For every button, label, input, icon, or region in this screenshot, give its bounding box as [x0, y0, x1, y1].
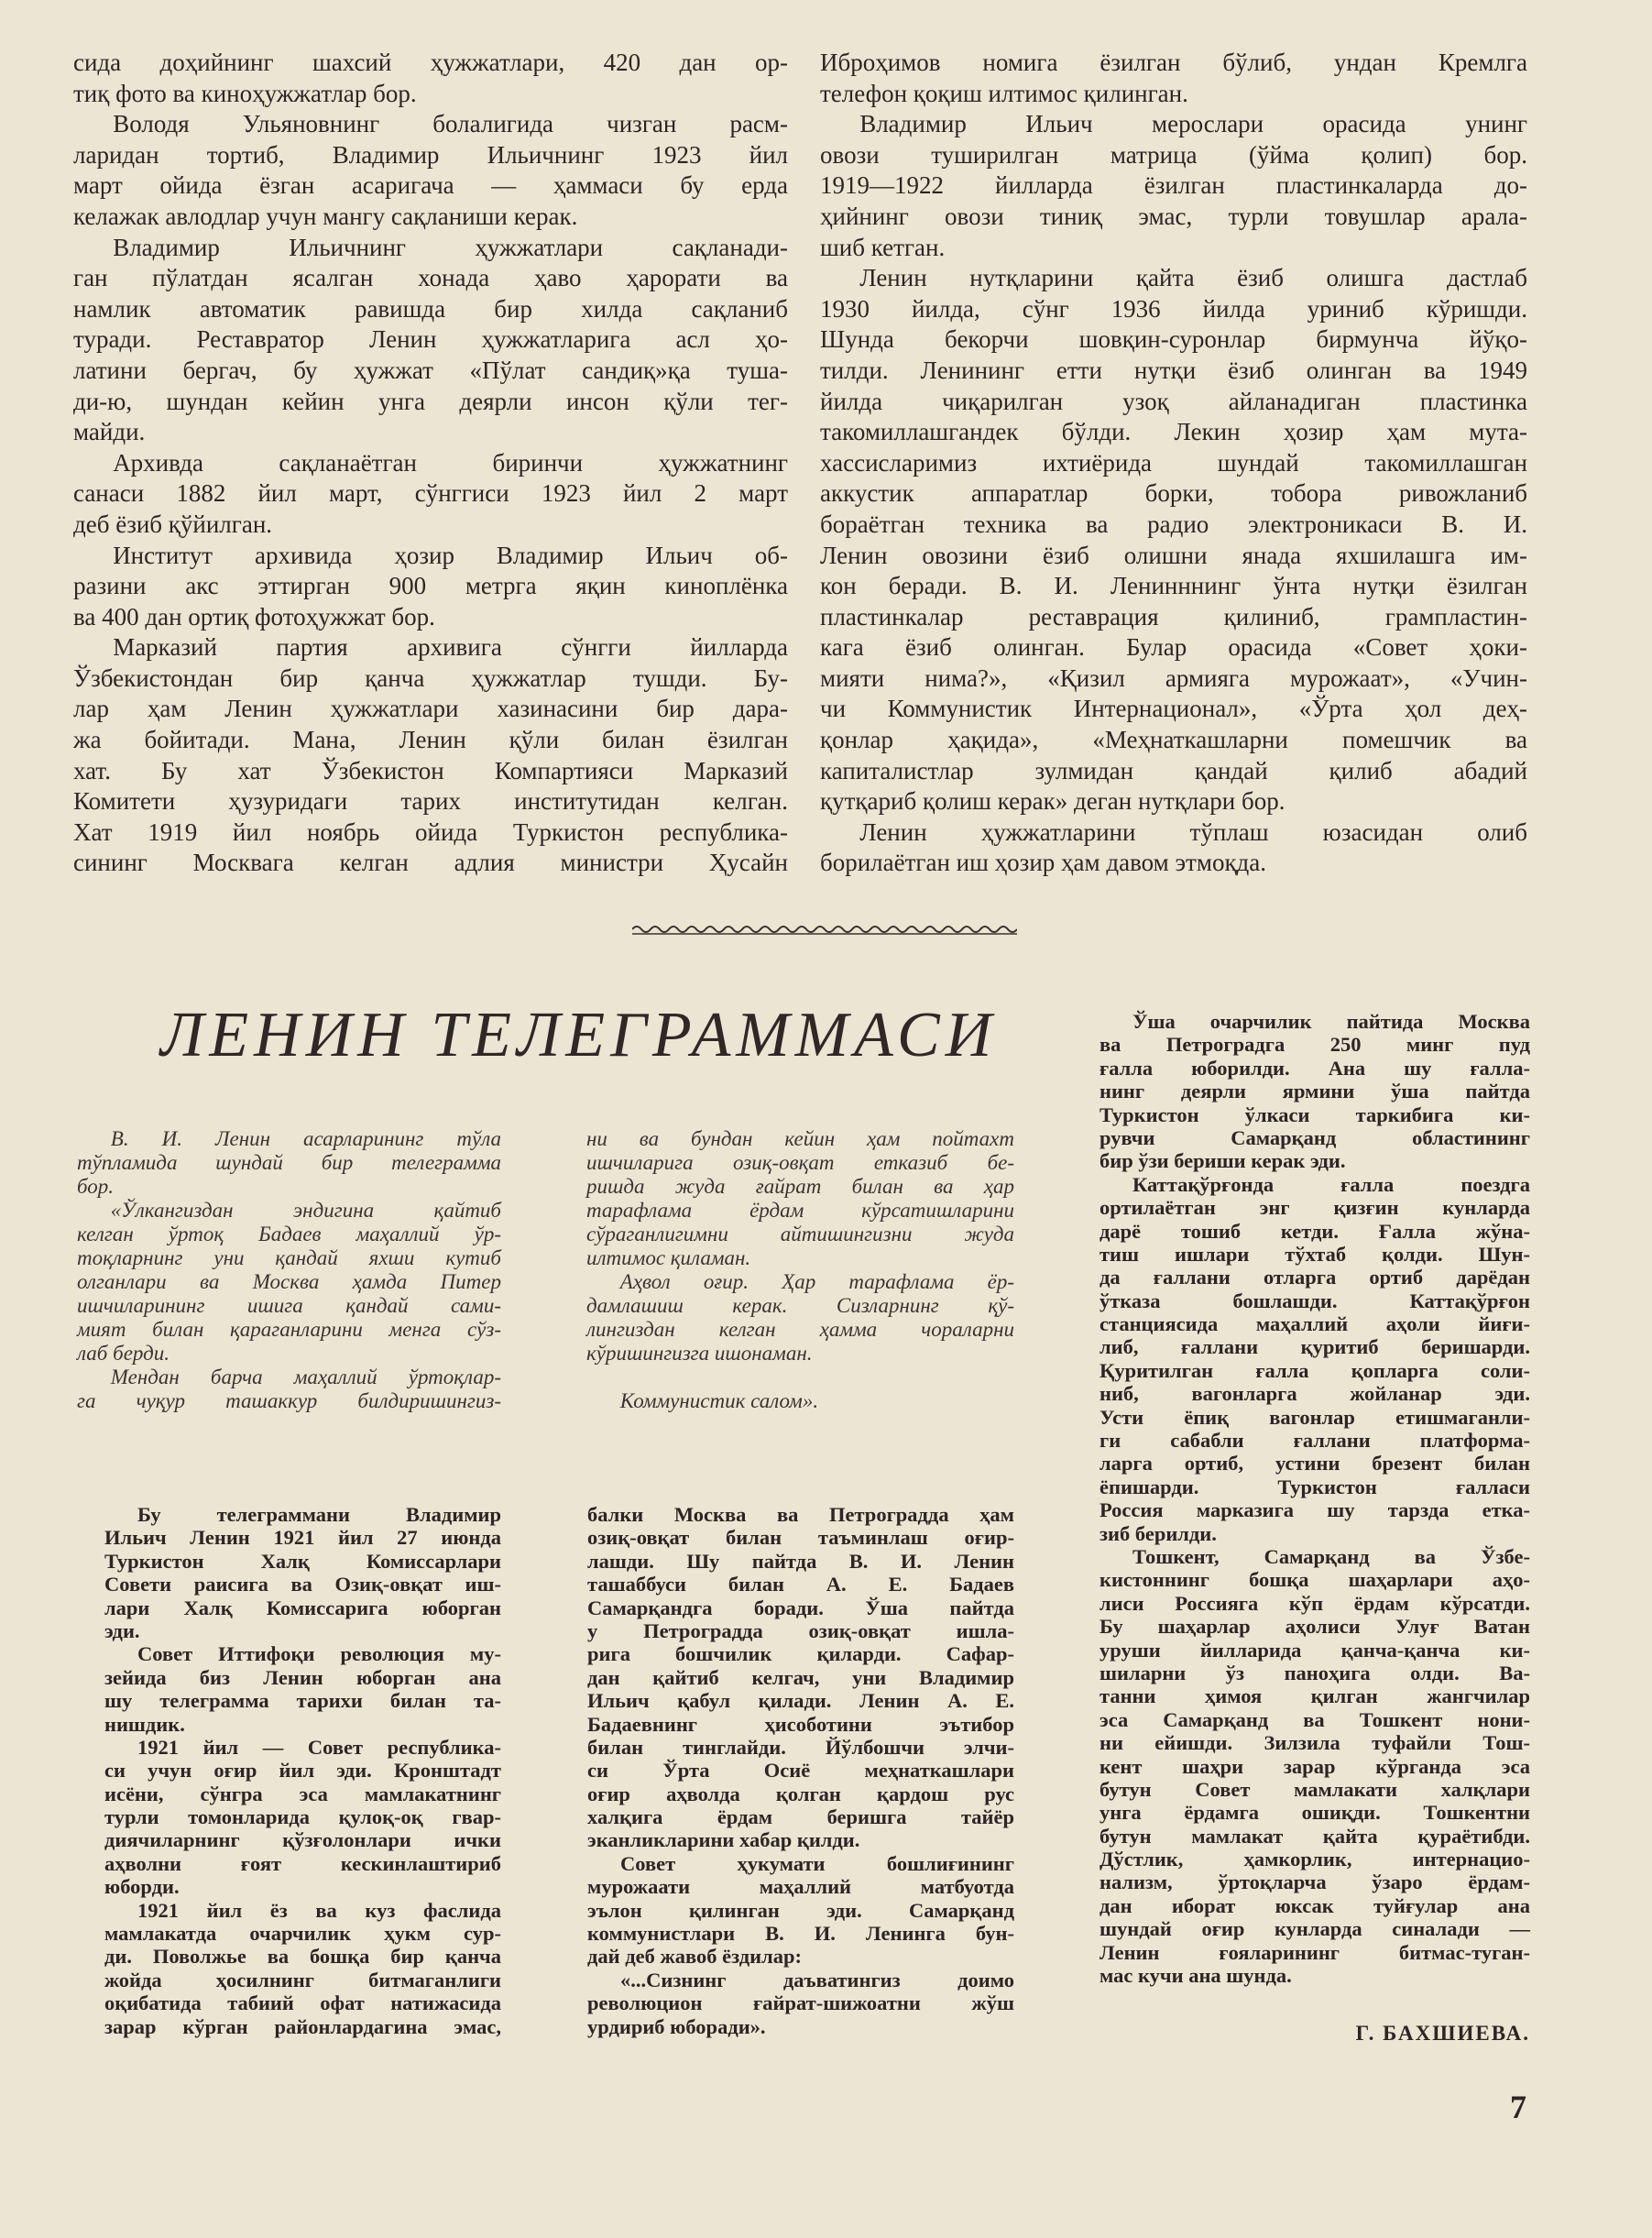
text-line: ёпишарди. Туркистон ғалласи: [1100, 1475, 1530, 1498]
paragraph: [73, 541, 788, 633]
text-line: пластинкалар реставрация қилиниб, грампластин-: [820, 602, 1527, 631]
text-line: 1921 йил ёз ва куз фаслида: [137, 1898, 501, 1922]
paragraph: [1100, 1545, 1530, 1987]
text-line: эканликларини хабар қилди.: [587, 1828, 860, 1852]
text-line: Ўзбекистондан бир қанча ҳужжатлар тушди. Бу-: [73, 664, 788, 692]
text-line: ташаббуси билан А. Е. Бадаев: [587, 1573, 1014, 1596]
text-line: уруши йилларида қанча-қанча ки-: [1100, 1638, 1530, 1662]
text-line: қонлар ҳақида», «Меҳнаткашларни помешчик ва: [820, 726, 1527, 754]
text-line: эълон қилинган эди. Самарқанд: [587, 1898, 1014, 1922]
text-line: телефон қоқиш илтимос қилинган.: [820, 79, 1188, 107]
text-line: нинг деярли ярмини ўша пайтда: [1100, 1080, 1530, 1103]
text-line: такомиллашгандек бўлди. Лекин ҳозир ҳам мута-: [820, 418, 1527, 446]
text-line: «...Сизнинг даъватингиз доимо: [620, 1968, 1014, 1991]
text-line: мас кучи ана шунда.: [1100, 1964, 1292, 1988]
text-line: дан иборат юксак туйғулар ана: [1100, 1893, 1530, 1917]
paragraph: [820, 109, 1527, 263]
text-line: деб ёзиб қўйилган.: [73, 510, 273, 538]
text-line: ишчиларининг ишига қандай сами-: [77, 1294, 501, 1317]
text-line: сида доҳийнинг шахсий ҳужжатлари, 420 дан ор-: [73, 49, 788, 76]
text-line: ўтказа бошлашди. Каттақўрғон: [1100, 1289, 1530, 1312]
text-line: Совети раисига ва Озиқ-овқат иш-: [104, 1573, 501, 1596]
text-line: танни ҳимоя қилган жангчилар: [1100, 1684, 1530, 1708]
text-line: балки Москва ва Петроградда ҳам: [587, 1503, 1014, 1526]
text-line: майди.: [73, 418, 146, 446]
text-line: бутун Совет мамлакати халқлари: [1100, 1777, 1530, 1801]
text-line: коммунистлари В. И. Ленинга бун-: [587, 1922, 1014, 1946]
paragraph: [587, 1503, 1014, 1852]
text-line: эса Самарқанд ва Тошкент нони-: [1100, 1707, 1530, 1731]
text-line: оғир аҳволда қолган қардош рус: [587, 1782, 1014, 1805]
text-line: ди-ю, шундан кейин унга деярли инсон қўли тег-: [73, 387, 788, 415]
page-number: 7: [1510, 2089, 1526, 2125]
paragraph: [104, 1503, 501, 1642]
text-line: Ленин нутқларини қайта ёзиб олишга дастлаб: [859, 264, 1527, 292]
top-left-column: [73, 48, 788, 879]
text-line: Ленин ҳужжатларини тўплаш юзасидан олиб: [859, 817, 1527, 846]
text-line: да ғаллани отларга ортиб дарёдан: [1100, 1266, 1530, 1289]
spacer: [586, 1366, 1014, 1389]
text-line: Комитети ҳузуридаги тарих институтидан келган.: [73, 787, 788, 816]
text-line: дарё тошиб кетди. Ғалла жўна-: [1100, 1219, 1530, 1243]
paragraph: [587, 1969, 1014, 2038]
text-line: Ильич Ленин 1921 йил 27 июнда: [104, 1526, 501, 1550]
text-line: си учун оғир йил эди. Кронштадт: [104, 1759, 501, 1783]
text-line: ва Петроградга 250 минг пуд: [1100, 1033, 1530, 1057]
text-line: Ленин овозини ёзиб олишни янада яхшилашга им-: [820, 541, 1527, 569]
text-line: лари Халқ Комиссарига юборган: [104, 1596, 501, 1619]
text-line: тоқларнинг уни қандай яхши кутиб: [77, 1246, 501, 1269]
telegram-left-column: [77, 1127, 501, 1413]
text-line: лаб берди.: [77, 1342, 170, 1365]
text-line: зарар кўрган районлардагина эмас,: [104, 2014, 501, 2038]
text-line: келажак авлодлар учун мангу сақланиши керак.: [73, 202, 578, 230]
text-line: ни ейишди. Зилзила туфайли Тош-: [1100, 1731, 1530, 1755]
text-line: бораётган техника ва радио электроникаси В. И.: [820, 510, 1527, 538]
text-line: нализм, ўртоқларча ўзаро ёрдам-: [1100, 1870, 1530, 1894]
text-line: латини бергач, бу ҳужжат «Пўлат сандиқ»қа туша-: [73, 356, 788, 384]
text-line: шундай оғир кунларда синалади —: [1100, 1917, 1530, 1941]
text-line: си Ўрта Осиё меҳнаткашлари: [587, 1759, 1014, 1783]
author-signature: Г. БАХШИЕВА.: [1355, 2022, 1530, 2045]
text-line: хассисларимиз ихтиёрида шундай такомиллашган: [820, 448, 1527, 477]
text-line: Институт архивида ҳозир Владимир Ильич об-: [113, 541, 788, 569]
text-line: борилаётган иш ҳозир ҳам давом этмоқда.: [820, 849, 1267, 877]
text-line: аҳволни ғоят кескинлаштириб: [104, 1851, 501, 1875]
text-line: Аҳвол оғир. Ҳар тарафлама ёр-: [619, 1270, 1014, 1293]
text-line: тарафлама ёрдам кўрсатишларини: [586, 1199, 1014, 1222]
text-line: тўпламида шундай бир телеграмма: [77, 1151, 501, 1174]
text-line: либ, ғаллани қуритиб беришарди.: [1100, 1335, 1530, 1359]
text-line: кон беради. В. И. Ленинннинг ўнта нутқи ёзилган: [820, 572, 1527, 600]
paragraph: [1100, 1173, 1530, 1545]
text-line: Тошкент, Самарқанд ва Ўзбе-: [1132, 1544, 1530, 1568]
article-title: ЛЕНИН ТЕЛЕГРАММАСИ: [160, 1000, 998, 1070]
paragraph: [820, 817, 1527, 879]
text-line: ги сабабли ғаллани платформа-: [1100, 1429, 1530, 1453]
text-line: озиқ-овқат билан таъминлаш оғир-: [587, 1526, 1014, 1550]
text-line: овози туширилган матрица (ўйма қолип) бор.: [820, 140, 1527, 169]
text-line: Владимир Ильичнинг ҳужжатлари сақланади-: [113, 233, 788, 261]
text-line: туради. Реставратор Ленин ҳужжатларига асл ҳо-: [73, 325, 788, 354]
text-line: илтимос қиламан.: [586, 1246, 751, 1269]
paragraph: [587, 1852, 1014, 1969]
text-line: 1930 йилда, сўнг 1936 йилда уриниб кўришди.: [820, 294, 1527, 323]
text-line: Усти ёпиқ вагонлар етишмаганли-: [1100, 1405, 1530, 1429]
text-line: «Ўлкангиздан эндигина қайтиб: [110, 1199, 501, 1222]
text-line: лингиздан келган ҳамма чораларни: [586, 1318, 1014, 1341]
text-line: ган пўлатдан ясалган хонада ҳаво ҳарорати ва: [73, 264, 788, 292]
text-line: Туркистон ўлкаси таркибига ки-: [1100, 1103, 1530, 1126]
text-line: Дўстлик, ҳамкорлик, интернацио-: [1100, 1848, 1530, 1871]
paragraph: [73, 109, 788, 232]
paragraph: [820, 263, 1527, 817]
text-line: капиталистлар зулмидан қандай қилиб абадий: [820, 756, 1527, 784]
wavy-divider: [632, 916, 1017, 938]
text-line: ларга ортиб, устини брезент билан: [1100, 1452, 1530, 1476]
text-line: ришда жуда ғайрат билан ва ҳар: [586, 1175, 1014, 1198]
text-line: кўришингизга ишонаман.: [586, 1342, 813, 1365]
text-line: шу телеграмма тарихи билан та-: [104, 1689, 501, 1713]
text-line: тиқ фото ва киноҳужжатлар бор.: [73, 79, 417, 107]
paragraph: [104, 1642, 501, 1736]
text-line: эди.: [104, 1618, 140, 1642]
text-line: йилда чиқарилган узоқ айланадиган пластинка: [820, 387, 1527, 415]
text-line: зиб берилди.: [1100, 1521, 1217, 1545]
text-line: намлик автоматик равишда бир хилда сақланиб: [73, 294, 788, 323]
text-line: турли томонларида қулоқ-оқ гвар-: [104, 1805, 501, 1829]
text-line: бир ўзи бериши керак эди.: [1100, 1149, 1346, 1173]
text-line: ди. Поволжье ва бошқа бир қанча: [104, 1945, 501, 1969]
text-line: сўраганлигимни айтишингизни жуда: [586, 1223, 1014, 1245]
text-line: лиси Россияга кўп ёрдам кўрсатди.: [1100, 1591, 1530, 1615]
text-line: келган ўртоқ Бадаев маҳаллий ўр-: [77, 1223, 501, 1245]
text-line: диячиларнинг қўзғолонлари ички: [104, 1828, 501, 1852]
text-line: ва 400 дан ортиқ фотоҳужжат бор.: [73, 602, 435, 631]
paragraph: [104, 1736, 501, 1899]
text-line: га чуқур ташаккур билдиришингиз-: [77, 1389, 501, 1412]
text-line: Каттақўрғонда ғалла поездга: [1132, 1172, 1530, 1196]
paragraph: [104, 1899, 501, 2038]
text-line: рига бошчилик қиларди. Сафар-: [587, 1642, 1014, 1666]
text-line: ларидан тортиб, Владимир Ильичнинг 1923 йил: [73, 140, 788, 169]
text-line: Совет ҳукумати бошлиғининг: [620, 1851, 1014, 1875]
body-right-column: [1100, 1010, 1530, 1987]
text-line: жа бойитади. Мана, Ленин қўли билан ёзилган: [73, 726, 788, 754]
paragraph: [820, 48, 1527, 109]
text-line: Туркистон Халқ Комиссарлари: [104, 1549, 501, 1573]
text-line: зейида биз Ленин юборган ана: [104, 1665, 501, 1689]
text-line: сининг Москвага келган адлия министри Ҳусайн: [73, 849, 788, 877]
text-line: оқибатида табиий офат натижасида: [104, 1991, 501, 2015]
text-line: Хат 1919 йил ноябрь ойида Туркистон республика-: [73, 817, 788, 846]
text-line: нишдик.: [104, 1712, 185, 1736]
text-line: дан қайтиб келгач, уни Владимир: [587, 1665, 1014, 1689]
text-line: аккустик аппаратлар борки, тобора ривожланиб: [820, 479, 1527, 508]
paragraph: [586, 1127, 1014, 1270]
text-line: қутқариб қолиш керак» деган нутқлари бор.: [820, 787, 1285, 816]
text-line: дай деб жавоб ёздилар:: [587, 1945, 802, 1969]
text-line: хат. Бу хат Ўзбекистон Компартияси Марказий: [73, 756, 788, 784]
paragraph: [73, 233, 788, 448]
text-line: жойда ҳосилнинг битмаганлиги: [104, 1968, 501, 1991]
text-line: ни ва бундан кейин ҳам пойтахт: [586, 1127, 1014, 1150]
text-line: у Петроградда озиқ-овқат ишла-: [587, 1618, 1014, 1642]
text-line: Архивда сақланаётган биринчи ҳужжатнинг: [113, 448, 788, 477]
text-line: Иброҳимов номига ёзилган бўлиб, ундан Кремлга: [820, 49, 1527, 76]
telegram-right-column: [586, 1127, 1014, 1413]
text-line: бутун мамлакат қайта қураётибди.: [1100, 1824, 1530, 1848]
text-line: Ленин ғояларининг битмас-туган-: [1100, 1940, 1530, 1964]
text-line: мияти нима?», «Қизил армияга мурожаат», «Учин-: [820, 664, 1527, 692]
text-line: Владимир Ильич мерослари орасида унинг: [859, 110, 1527, 138]
text-line: билан тинглайди. Йўлбошчи элчи-: [587, 1735, 1014, 1759]
text-line: Бадаевнинг ҳисоботини эътибор: [587, 1712, 1014, 1736]
text-line: лар ҳам Ленин ҳужжатлари хазинасини бир дара-: [73, 695, 788, 723]
text-line: Совет Иттифоқи революция му-: [137, 1642, 501, 1666]
text-line: станциясида маҳаллий аҳоли йиғи-: [1100, 1312, 1530, 1336]
text-line: чи Коммунистик Интернационал», «Ўрта ҳол деҳ-: [820, 695, 1527, 723]
paragraph: [586, 1366, 1014, 1413]
text-line: мият билан қараганларини менга сўз-: [77, 1318, 501, 1341]
paragraph: [73, 632, 788, 879]
body-left-column: [104, 1503, 501, 2038]
text-line: Бу шаҳарлар аҳолиси Улуғ Ватан: [1100, 1615, 1530, 1639]
text-line: Бу телеграммани Владимир: [137, 1503, 501, 1526]
text-line: кистоннинг бошқа шаҳарлари аҳо-: [1100, 1568, 1530, 1592]
text-line: юборди.: [104, 1875, 180, 1899]
text-line: Россия марказига шу тарзда етка-: [1100, 1498, 1530, 1522]
text-line: тилди. Ленининг етти нутқи ёзиб олинган ва 1949: [820, 356, 1527, 384]
paragraph: [73, 448, 788, 541]
text-line: Ўша очарчилик пайтида Москва: [1132, 1010, 1530, 1033]
text-line: шиб кетган.: [820, 233, 946, 261]
text-line: Ильич қабул қилади. Ленин А. Е.: [587, 1689, 1014, 1713]
text-line: ишчиларига озиқ-овқат етказиб бе-: [586, 1151, 1014, 1174]
paragraph: [77, 1127, 501, 1199]
text-line: ғалла юборилди. Ана шу ғалла-: [1100, 1056, 1530, 1080]
paragraph: [73, 48, 788, 109]
text-line: дамлашиш керак. Сизларнинг қў-: [586, 1294, 1014, 1317]
paragraph: [586, 1270, 1014, 1366]
body-middle-column: [587, 1503, 1014, 2038]
text-line: ҳийнинг овози тиниқ эмас, турли товушлар арала-: [820, 202, 1527, 230]
text-line: революцион ғайрат-шижоатни жўш: [587, 1991, 1014, 2015]
paragraph: [1100, 1010, 1530, 1173]
text-line: Коммунистик салом».: [619, 1389, 819, 1412]
text-line: ортилаётган энг қизғин кунларда: [1100, 1196, 1530, 1220]
text-line: Қуритилган ғалла қопларга соли-: [1100, 1358, 1530, 1382]
paragraph: [77, 1366, 501, 1413]
text-line: В. И. Ленин асарларининг тўла: [110, 1127, 501, 1150]
text-line: олганлари ва Москва ҳамда Питер: [77, 1270, 501, 1293]
text-line: бор.: [77, 1175, 115, 1198]
text-line: 1921 йил — Совет республика-: [137, 1735, 501, 1759]
text-line: тиш ишлари тўхтаб қолди. Шун-: [1100, 1242, 1530, 1266]
text-line: кага ёзиб олинган. Булар орасида «Совет ҳоки-: [820, 633, 1527, 662]
text-line: лашди. Шу пайтда В. И. Ленин: [587, 1549, 1014, 1573]
top-right-column: [820, 48, 1527, 879]
text-line: кент шаҳри зарар кўрганда эса: [1100, 1754, 1530, 1778]
text-line: Мендан барча маҳаллий ўртоқлар-: [110, 1366, 501, 1388]
text-line: шиларни ўз паноҳига олди. Ва-: [1100, 1661, 1530, 1684]
text-line: 1919—1922 йилларда ёзилган пластинкаларда до-: [820, 171, 1527, 200]
text-line: унга ёрдамга ошиқди. Тошкентни: [1100, 1801, 1530, 1825]
text-line: Володя Ульяновнинг болалигида чизган расм-: [113, 110, 788, 138]
text-line: Марказий партия архивига сўнгги йилларда: [113, 633, 788, 662]
text-line: Самарқандга боради. Ўша пайтда: [587, 1596, 1014, 1619]
text-line: ниб, вагонларга жойланар эди.: [1100, 1382, 1530, 1406]
text-line: мурожаати маҳаллий матбуотда: [587, 1875, 1014, 1899]
text-line: санаси 1882 йил март, сўнггиси 1923 йил 2 март: [73, 479, 788, 508]
text-line: Шунда бекорчи шовқин-суронлар бирмунча йўқо-: [820, 325, 1527, 354]
text-line: исёни, сўнгра эса мамлакатнинг: [104, 1782, 501, 1805]
paragraph: [77, 1199, 501, 1366]
text-line: урдириб юборади».: [587, 2014, 766, 2038]
text-line: разини акс эттирган 900 метрга яқин киноплёнка: [73, 572, 788, 600]
text-line: мамлакатда очарчилик ҳукм сур-: [104, 1922, 501, 1946]
text-line: халқига ёрдам беришга тайёр: [587, 1805, 1014, 1829]
text-line: март ойида ёзган асаригача — ҳаммаси бу ерда: [73, 171, 788, 200]
text-line: рувчи Самарқанд областининг: [1100, 1125, 1530, 1149]
